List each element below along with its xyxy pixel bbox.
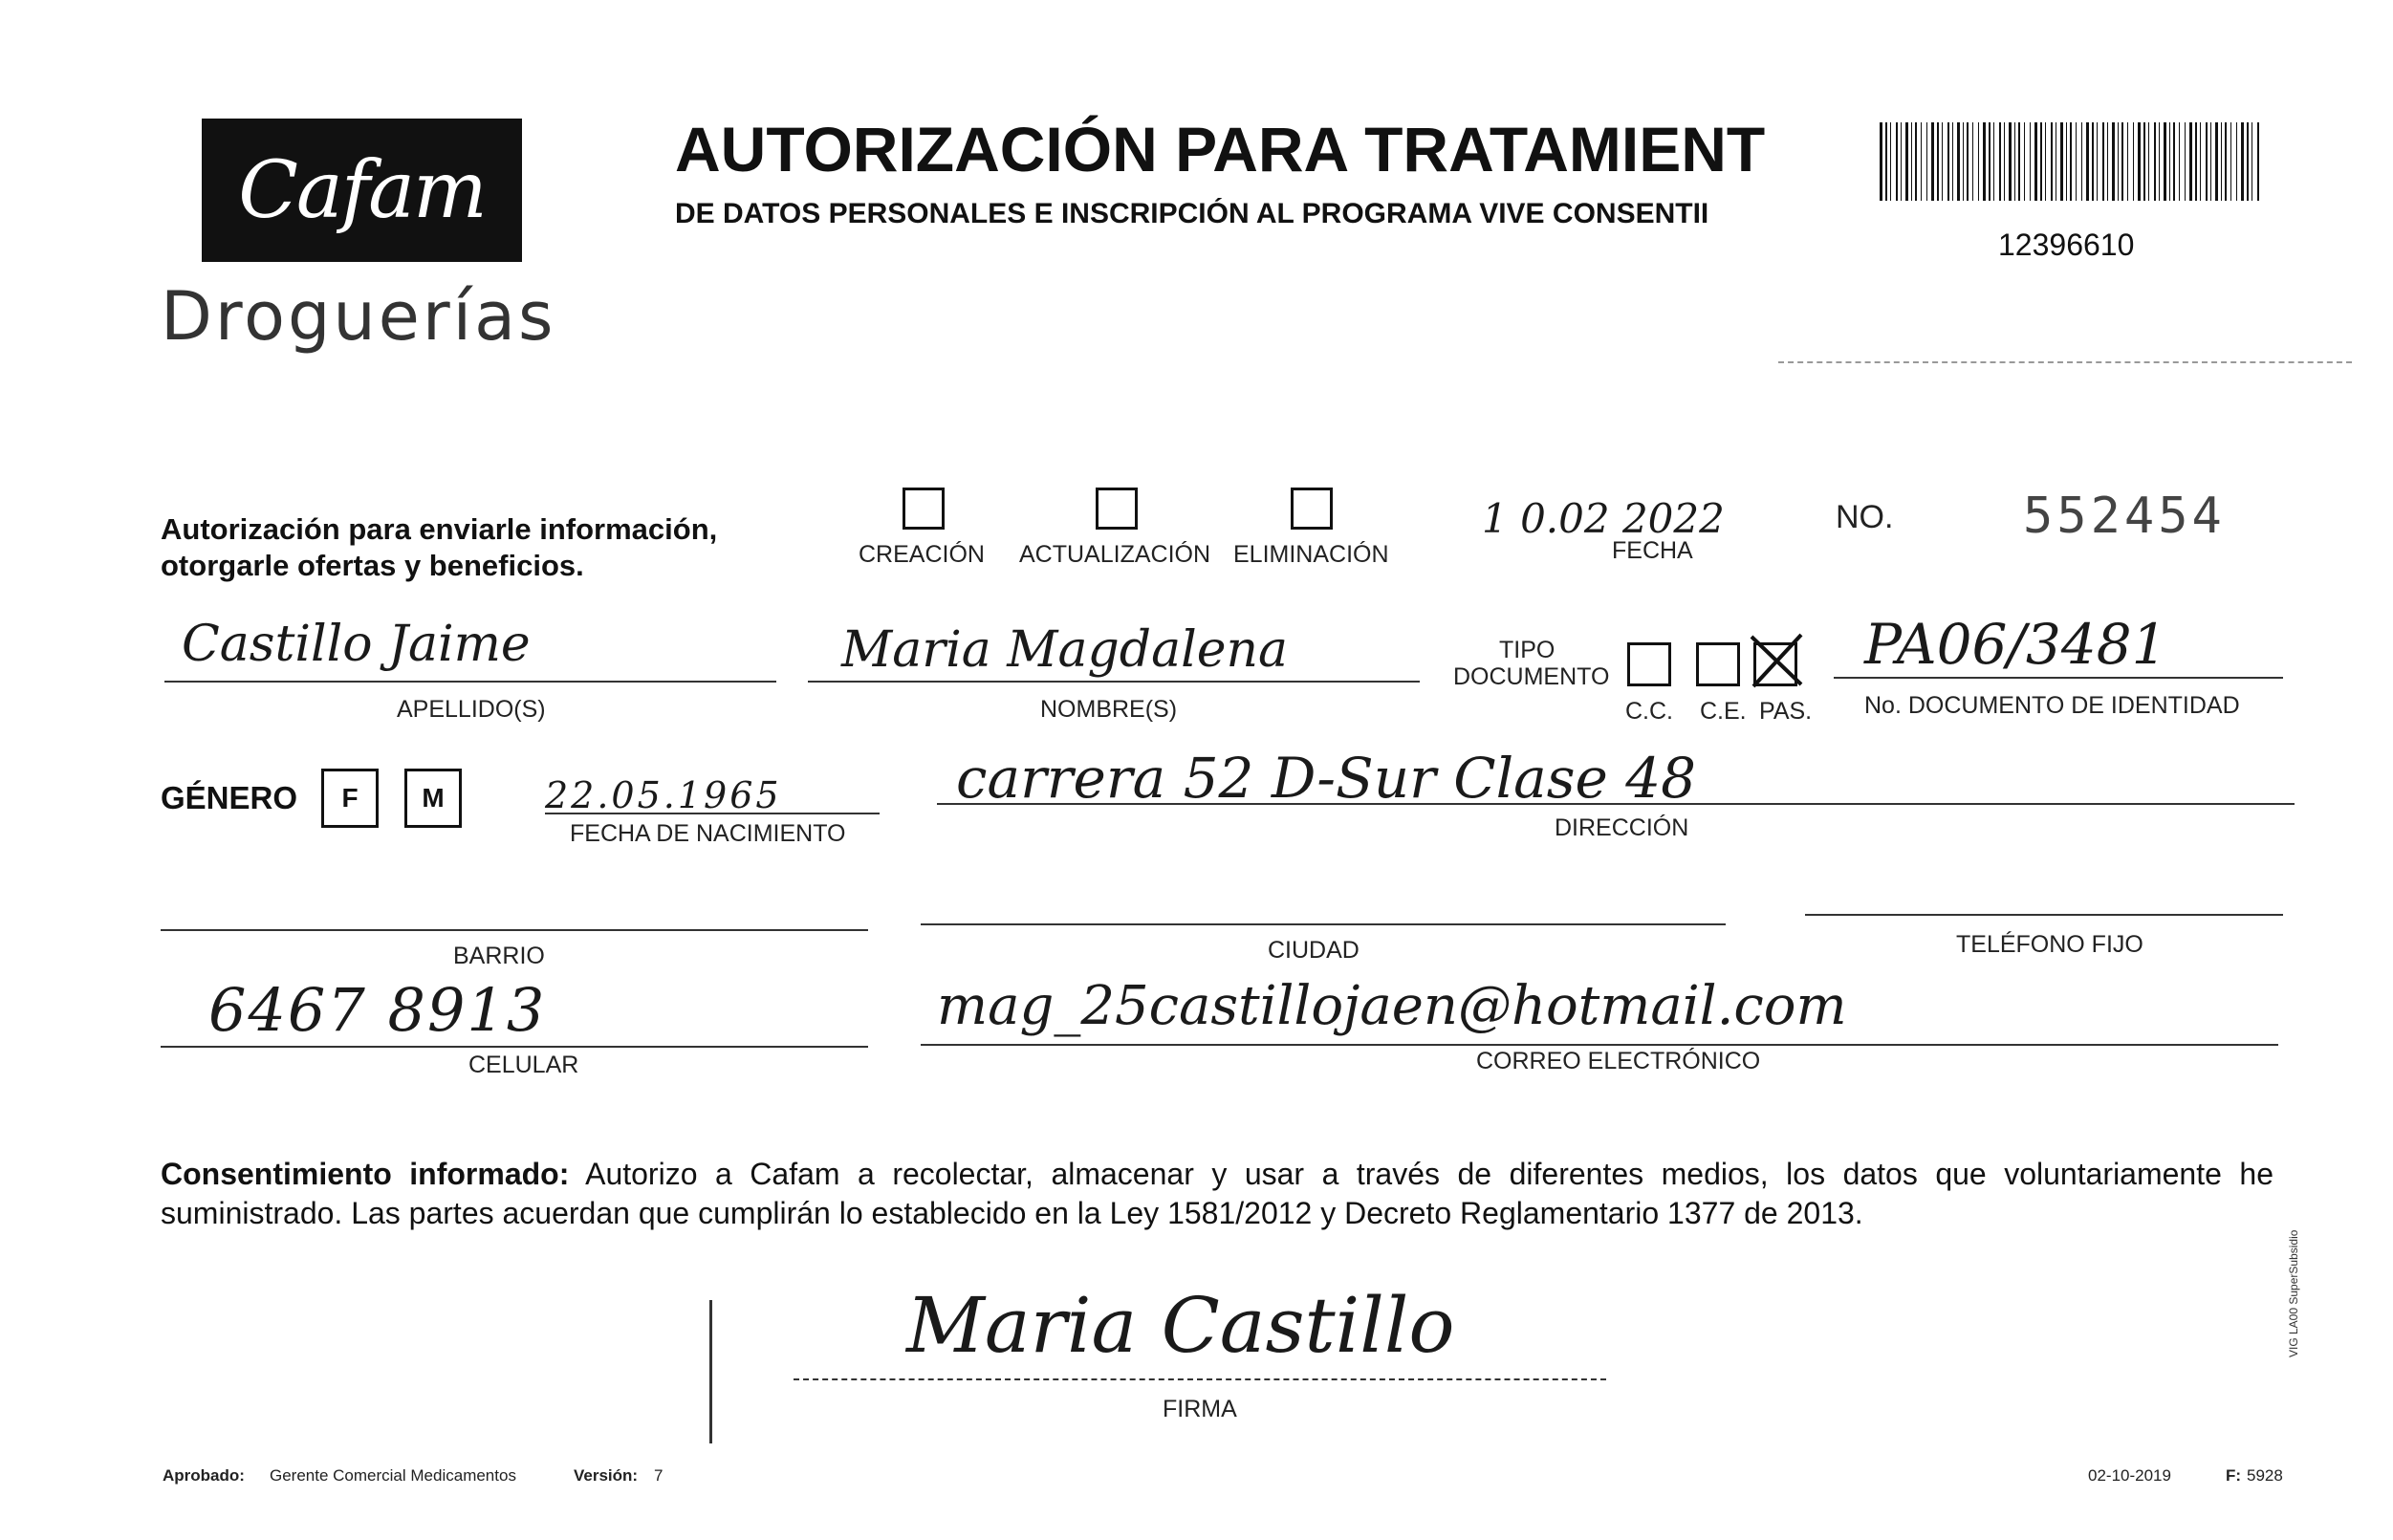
auth-text-line2: otorgarle ofertas y beneficios. <box>161 549 584 582</box>
barcode-bar <box>1989 122 1991 201</box>
barcode-bar <box>2241 122 2244 201</box>
barcode-bar <box>2221 122 2222 201</box>
barcode-bar <box>1885 122 1887 201</box>
fecha-nacimiento-label: FECHA DE NACIMIENTO <box>570 820 846 847</box>
tipo-label-1: TIPO <box>1499 637 1555 663</box>
barcode-bar <box>1978 122 1979 201</box>
form-title: AUTORIZACIÓN PARA TRATAMIENT <box>675 114 1766 184</box>
barcode-bar <box>2210 122 2211 201</box>
footer-date: 02-10-2019 <box>2088 1466 2171 1485</box>
barcode-bar <box>2092 122 2094 201</box>
nombres-value[interactable]: Maria Magdalena <box>841 621 1288 679</box>
barcode-bar <box>2024 122 2025 201</box>
version-label: Versión: <box>574 1466 639 1485</box>
signature-label: FIRMA <box>1163 1396 1237 1422</box>
barcode-bar <box>2230 122 2231 201</box>
checkbox-cc[interactable] <box>1627 642 1671 686</box>
checkbox-ce[interactable] <box>1696 642 1740 686</box>
barrio-label: BARRIO <box>453 943 545 969</box>
barcode-bar <box>2164 122 2166 201</box>
barcode-bar <box>2159 122 2160 201</box>
aprobado-label: Aprobado: <box>163 1466 245 1485</box>
barcode-bar <box>2247 122 2249 201</box>
correo-line <box>921 1044 2278 1046</box>
genero-f-box[interactable] <box>321 769 379 828</box>
ciudad-label: CIUDAD <box>1268 937 1360 964</box>
barcode-bar <box>1999 122 2001 201</box>
barcode-number: 12396610 <box>1998 228 2135 262</box>
telefono-line <box>1805 914 2283 916</box>
fecha-nacimiento-value[interactable]: 22.05.1965 <box>545 774 782 816</box>
barcode-bar <box>2189 122 2192 201</box>
form-subtitle: DE DATOS PERSONALES E INSCRIPCIÓN AL PROGRAMA VIVE CONSENTII <box>675 198 1709 229</box>
nombres-line <box>808 681 1420 683</box>
barcode-bar <box>2236 122 2237 201</box>
ciudad-line <box>921 923 1726 925</box>
barcode-bar <box>2030 122 2031 201</box>
barcode-bar <box>2034 122 2037 201</box>
barcode-bar <box>2102 122 2104 201</box>
celular-value[interactable]: 6467 8913 <box>208 975 547 1045</box>
barcode-bar <box>2127 122 2128 201</box>
doc-type-cc: C.C. <box>1625 698 1673 725</box>
barcode-bar <box>1880 122 1882 201</box>
barcode-bar <box>2060 122 2063 201</box>
barcode-bar <box>1896 122 1898 201</box>
barcode-bar <box>2018 122 2020 201</box>
option-creacion-label: CREACIÓN <box>859 541 985 568</box>
signature-bracket <box>709 1300 712 1443</box>
apellidos-line <box>164 681 776 683</box>
checkbox-actualizacion[interactable] <box>1096 488 1138 530</box>
barcode-bar <box>1963 122 1964 201</box>
genero-label: GÉNERO <box>161 780 298 815</box>
barcode-bar <box>1952 122 1953 201</box>
consent-body: Autorizo a Cafam a recolectar, almacenar y usar a través de diferentes medios, los datos que voluntariamente he suministrado. Las partes acuerdan que cumplirán lo establecido en la Ley 1581/2012 y Decreto Reglamentario 1377 de 2013. <box>161 1157 2274 1230</box>
direccion-line <box>937 803 2295 805</box>
barcode-bar <box>1957 122 1960 201</box>
barcode-bar <box>2195 122 2197 201</box>
signature-line <box>794 1378 1606 1380</box>
fecha-nacimiento-line <box>545 813 880 814</box>
barcode-bar <box>2009 122 2012 201</box>
barcode-bar <box>2014 122 2015 201</box>
barcode-bar <box>2200 122 2201 201</box>
option-actualizacion-label: ACTUALIZACIÓN <box>1019 541 1211 568</box>
barcode-bar <box>1931 122 1934 201</box>
checkbox-creacion[interactable] <box>903 488 945 530</box>
version-value: 7 <box>654 1466 664 1485</box>
footer-f-label: F: <box>2226 1466 2242 1485</box>
divider <box>1778 361 2352 363</box>
direccion-label: DIRECCIÓN <box>1555 814 1689 841</box>
documento-label: No. DOCUMENTO DE IDENTIDAD <box>1864 692 2240 719</box>
barcode-bar <box>2185 122 2186 201</box>
consent-heading: Consentimiento informado: <box>161 1157 570 1191</box>
barcode-bar <box>1942 122 1943 201</box>
barcode-bar <box>2081 122 2082 201</box>
barcode-bar <box>1937 122 1939 201</box>
telefono-label: TELÉFONO FIJO <box>1956 931 2143 958</box>
form-number: 552454 <box>2023 488 2226 545</box>
celular-label: CELULAR <box>468 1052 579 1078</box>
tipo-label-2: DOCUMENTO <box>1453 663 1610 690</box>
correo-label: CORREO ELECTRÓNICO <box>1476 1048 1761 1074</box>
barcode-bar <box>1905 122 1908 201</box>
barcode-bar <box>1967 122 1969 201</box>
barcode-bar <box>2045 122 2046 201</box>
barcode-bar <box>2118 122 2119 201</box>
barrio-line <box>161 929 868 931</box>
barcode-bar <box>1947 122 1949 201</box>
barcode-bar <box>2040 122 2042 201</box>
consent-paragraph <box>161 1155 2273 1233</box>
checkbox-eliminacion[interactable] <box>1291 488 1333 530</box>
barcode-bar <box>1915 122 1917 201</box>
barcode-bar <box>2173 122 2175 201</box>
barcode <box>1880 122 2262 201</box>
barcode-bar <box>2179 122 2180 201</box>
doc-type-pas: PAS. <box>1759 698 1813 725</box>
barcode-bar <box>2066 122 2067 201</box>
aprobado-value: Gerente Comercial Medicamentos <box>270 1466 516 1485</box>
direccion-value[interactable]: carrera 52 D-Sur Clase 48 <box>956 746 1697 811</box>
barcode-bar <box>1972 122 1973 201</box>
barcode-bar <box>2086 122 2089 201</box>
barcode-bar <box>1911 122 1912 201</box>
documento-value[interactable]: PA06/3481 <box>1864 612 2167 677</box>
documento-line <box>1834 677 2283 679</box>
celular-line <box>161 1046 868 1048</box>
auth-text-line1: Autorización para enviarle información, <box>161 512 718 546</box>
barcode-bar <box>2206 122 2208 201</box>
cafam-logo <box>202 119 522 262</box>
apellidos-label: APELLIDO(S) <box>397 696 546 723</box>
logo-text: Cafam <box>238 144 486 236</box>
apellidos-value[interactable]: Castillo Jaime <box>182 616 531 673</box>
barcode-bar <box>2107 122 2108 201</box>
barcode-bar <box>1993 122 1994 201</box>
signature[interactable]: Maria Castillo <box>906 1281 1455 1370</box>
barcode-bar <box>2133 122 2134 201</box>
barcode-bar <box>2143 122 2145 201</box>
fecha-label: FECHA <box>1612 537 1693 564</box>
barcode-bar <box>2112 122 2115 201</box>
brand-name: Droguerías <box>161 277 556 356</box>
genero-m-label: M <box>422 783 445 813</box>
genero-m-box[interactable] <box>404 769 462 828</box>
barcode-bar <box>1890 122 1891 201</box>
barcode-bar <box>1921 122 1922 201</box>
barcode-bar <box>2070 122 2072 201</box>
fecha-value[interactable]: 1 0.02 2022 <box>1482 495 1725 542</box>
barcode-bar <box>2225 122 2227 201</box>
doc-type-ce: C.E. <box>1700 698 1747 725</box>
barcode-bar <box>2154 122 2156 201</box>
side-text: VIG LA00 SuperSubsidio <box>2287 1229 2300 1357</box>
barcode-bar <box>1901 122 1902 201</box>
barcode-bar <box>2148 122 2149 201</box>
barcode-bar <box>2138 122 2141 201</box>
barcode-bar <box>2051 122 2053 201</box>
option-eliminacion-label: ELIMINACIÓN <box>1233 541 1389 568</box>
barcode-bar <box>2257 122 2259 201</box>
barcode-bar <box>2215 122 2218 201</box>
barcode-bar <box>2004 122 2005 201</box>
barcode-bar <box>1926 122 1927 201</box>
barcode-bar <box>2076 122 2077 201</box>
no-label: NO. <box>1836 499 1894 535</box>
genero-f-label: F <box>341 783 359 813</box>
barcode-bar <box>2121 122 2123 201</box>
barcode-bar <box>2097 122 2098 201</box>
barcode-bar <box>1983 122 1986 201</box>
correo-value[interactable]: mag_25castillojaen@hotmail.com <box>937 975 1847 1037</box>
nombres-label: NOMBRE(S) <box>1040 696 1178 723</box>
footer-f-value: 5928 <box>2247 1466 2283 1485</box>
pas-check-mark <box>1746 631 1809 690</box>
barcode-bar <box>2169 122 2170 201</box>
